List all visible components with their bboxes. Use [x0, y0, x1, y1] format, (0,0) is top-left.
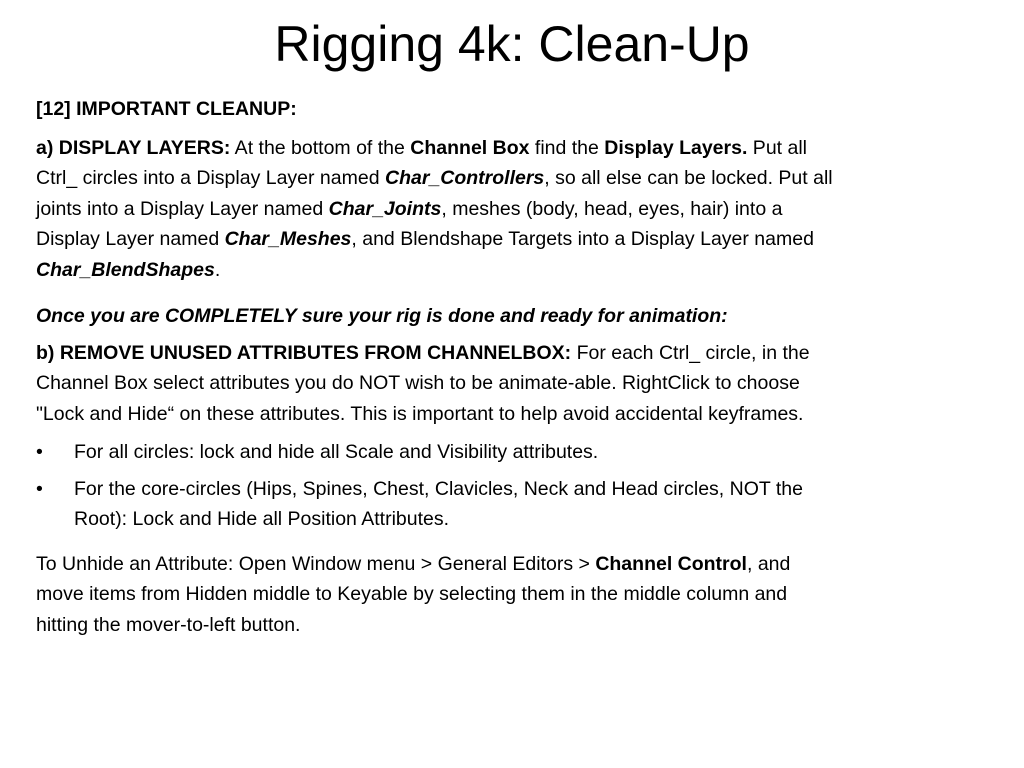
char-controllers-term: Char_Controllers: [384, 167, 545, 189]
unhide-text-2: , and move items from Hidden middle to Keyable by selecting them in the middle column and hitting the mover-to-left button.: [36, 552, 791, 636]
display-layers-term: Display Layers.: [604, 136, 748, 159]
bullet-icon: •: [36, 441, 43, 463]
para-a-text-3: Put all Ctrl_ circles into a Display Layer named: [36, 136, 808, 189]
para-a-text-5: , meshes (body, head, eyes, hair) into a Display Layer named: [36, 197, 783, 250]
para-a-text-1: At the bottom of the: [230, 136, 411, 159]
para-a-text-6: , and Blendshape Targets into a Display Layer named: [351, 228, 814, 250]
char-blendshapes-term: Char_BlendShapes: [36, 258, 215, 281]
bullet-text: For the core-circles (Hips, Spines, Chest, Clavicles, Neck and Head circles, NOT the Root): Lock and Hide all Position Attributes.: [74, 477, 803, 530]
channel-control-term: Channel Control: [595, 552, 747, 575]
char-meshes-term: Char_Meshes: [224, 228, 352, 250]
para-a-text-2: find the: [529, 136, 605, 159]
bullet-text: For all circles: lock and hide all Scale and Visibility attributes.: [74, 441, 599, 463]
para-a-text-4: , so all else can be locked. Put all joints into a Display Layer named: [36, 167, 833, 220]
display-layers-label: a) DISPLAY LAYERS:: [36, 136, 231, 159]
char-joints-term: Char_Joints: [328, 197, 442, 220]
slide-title: Rigging 4k: Clean-Up: [274, 16, 750, 72]
unhide-text-1: To Unhide an Attribute: Open Window menu > General Editors >: [36, 552, 596, 575]
remove-attributes-label: b) REMOVE UNUSED ATTRIBUTES FROM CHANNELBOX:: [36, 341, 572, 364]
para-a-text-7: .: [214, 258, 221, 281]
channel-box-term: Channel Box: [410, 136, 530, 159]
remove-attributes-text: For each Ctrl_ circle, in the Channel Box select attributes you do NOT wish to be animate-able. RightClick to choose "Lock and Hide“ on these attributes. This is important to help avoid accidental keyframes.: [36, 341, 810, 425]
list-item: [36, 437, 836, 468]
completion-note: Once you are COMPLETELY sure your rig is done and ready for animation:: [36, 305, 728, 327]
list-item: [36, 474, 836, 535]
slide-body: [36, 94, 836, 648]
section-heading: [12] IMPORTANT CLEANUP:: [36, 98, 297, 120]
remove-attributes-paragraph: [36, 338, 836, 430]
display-layers-paragraph: [36, 133, 836, 286]
unhide-paragraph: [36, 549, 836, 641]
bullet-icon: •: [36, 477, 43, 500]
bullet-list: [36, 437, 836, 535]
